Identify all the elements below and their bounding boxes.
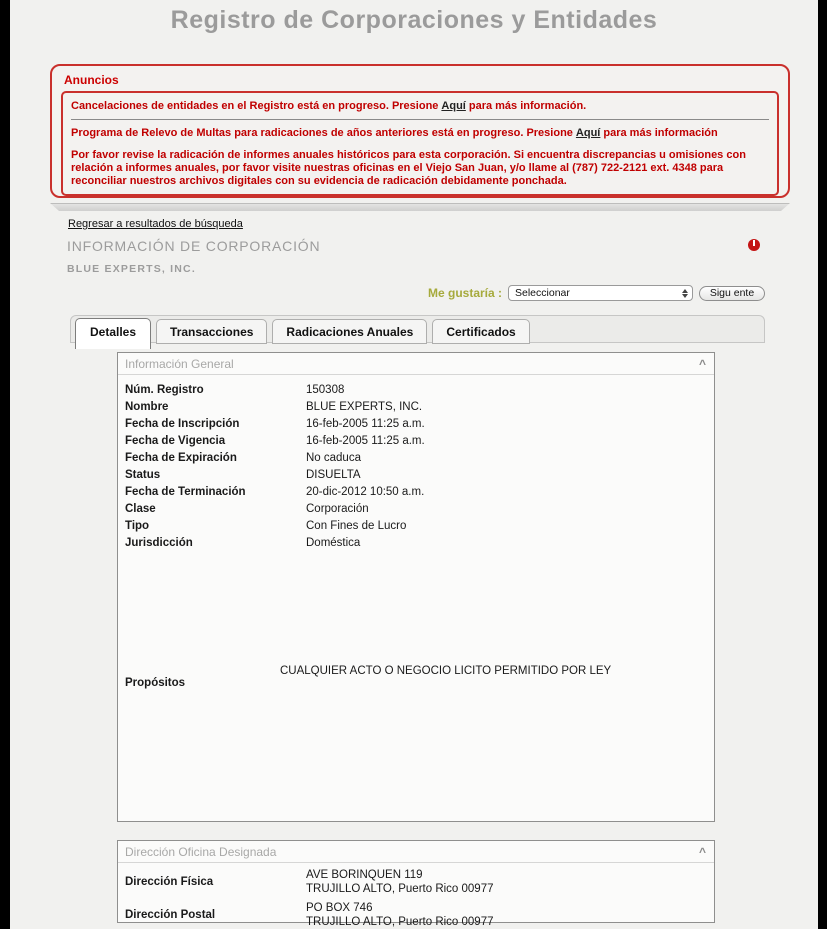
field-value: 16-feb-2005 11:25 a.m.	[306, 417, 425, 430]
field-label: Fecha de Expiración	[125, 451, 237, 464]
field-row	[118, 483, 714, 500]
field-label: Clase	[125, 502, 156, 515]
field-value: No caduca	[306, 451, 361, 464]
field-label: Fecha de Inscripción	[125, 417, 240, 430]
field-label: Fecha de Vigencia	[125, 434, 226, 447]
field-row	[118, 901, 714, 929]
tab-detalles[interactable]: Detalles	[75, 318, 151, 349]
announcement-text: para más información.	[468, 100, 587, 112]
field-label: Tipo	[125, 519, 150, 532]
select-stepper-icon	[679, 289, 690, 298]
field-value: Doméstica	[306, 536, 361, 549]
announcement-text: Cancelaciones de entidades en el Registro está en progreso. Presione	[71, 100, 439, 112]
designated-office-fieldset	[117, 840, 715, 928]
section-divider	[50, 203, 790, 211]
address-line: TRUJILLO ALTO, Puerto Rico 00977	[306, 916, 494, 928]
announcements-panel	[50, 64, 790, 198]
announcement-aqui-link[interactable]: Aquí	[441, 100, 466, 112]
general-info-header	[118, 353, 714, 375]
announcement-text: Programa de Relevo de Multas para radicaciones de años anteriores está en progreso. Presione	[71, 127, 573, 139]
next-button[interactable]: Sigu ente	[699, 286, 765, 301]
field-value: 16-feb-2005 11:25 a.m.	[306, 434, 425, 447]
field-label: Fecha de Terminación	[125, 485, 246, 498]
field-value: 20-dic-2012 10:50 a.m.	[306, 485, 425, 498]
field-row	[118, 466, 714, 483]
announcement-aqui-link[interactable]: Aquí	[575, 127, 601, 139]
field-value	[306, 868, 494, 896]
tab-certificados[interactable]: Certificados	[432, 319, 529, 344]
field-label: Jurisdicción	[125, 536, 193, 549]
collapse-chevron-icon[interactable]: ^	[698, 844, 706, 859]
entity-status-icon[interactable]	[748, 239, 760, 251]
field-row	[118, 398, 714, 415]
address-line: AVE BORINQUEN 119	[306, 869, 423, 881]
field-row	[118, 868, 714, 896]
field-value: Corporación	[306, 502, 369, 515]
action-select-value: Seleccionar	[515, 287, 570, 299]
field-row	[118, 517, 714, 534]
tab-transacciones[interactable]: Transacciones	[156, 319, 267, 344]
address-line: PO BOX 746	[306, 902, 373, 914]
field-row	[118, 432, 714, 449]
field-value: Con Fines de Lucro	[306, 519, 407, 532]
general-info-fieldset	[117, 352, 715, 822]
general-info-legend: Información General	[125, 356, 234, 371]
announcements-list	[61, 91, 779, 196]
field-label: Dirección Física	[125, 876, 214, 888]
field-row	[118, 415, 714, 432]
collapse-chevron-icon[interactable]: ^	[698, 356, 706, 371]
purpose-value: CUALQUIER ACTO O NEGOCIO LICITO PERMITIDO POR LEY	[280, 665, 612, 677]
announcement-item	[71, 127, 769, 140]
announcements-legend: Anuncios	[64, 73, 119, 87]
general-info-rows	[118, 375, 714, 551]
page-title: Registro de Corporaciones y Entidades	[170, 6, 658, 34]
page-body	[10, 0, 818, 929]
entity-name: BLUE EXPERTS, INC.	[67, 263, 196, 275]
action-bar	[428, 285, 765, 301]
designated-office-header	[118, 841, 714, 863]
field-value	[306, 901, 494, 929]
announcement-text: Por favor revise la radicación de informes anuales históricos para esta corporación. Si encuentra discrepancias u omisiones con relación a informes anuales, por favor visite nuestras oficinas en el Viejo San Juan, y/o llame al (787) 722-2121 ext. 4348 para reconciliar nuestros archivos digitales con su evidencia de radicación debidamente ponchada.	[71, 149, 746, 187]
field-value: DISUELTA	[306, 468, 361, 481]
announcement-text: para más información	[603, 127, 718, 139]
field-label: Dirección Postal	[125, 909, 216, 921]
announcement-item	[71, 149, 769, 188]
me-gustaria-label: Me gustaría :	[427, 286, 502, 300]
field-row	[118, 381, 714, 398]
announcement-item	[71, 100, 769, 113]
back-to-results-link[interactable]: Regresar a resultados de búsqueda	[68, 218, 243, 230]
field-label: Núm. Registro	[125, 383, 204, 396]
tab-strip	[70, 315, 765, 343]
field-value: BLUE EXPERTS, INC.	[306, 400, 423, 413]
tab-radicaciones-anuales[interactable]: Radicaciones Anuales	[272, 319, 427, 344]
action-select[interactable]	[508, 285, 693, 301]
field-row	[118, 534, 714, 551]
field-row	[118, 500, 714, 517]
field-value: 150308	[306, 383, 345, 396]
announcement-separator	[71, 119, 769, 120]
corporation-info-heading: INFORMACIÓN DE CORPORACIÓN	[67, 238, 321, 254]
field-row	[118, 449, 714, 466]
address-line: TRUJILLO ALTO, Puerto Rico 00977	[306, 883, 494, 895]
field-label: Nombre	[125, 400, 169, 413]
field-label: Status	[125, 468, 161, 481]
purpose-label: Propósitos	[125, 677, 186, 689]
designated-office-legend: Dirección Oficina Designada	[125, 844, 277, 859]
